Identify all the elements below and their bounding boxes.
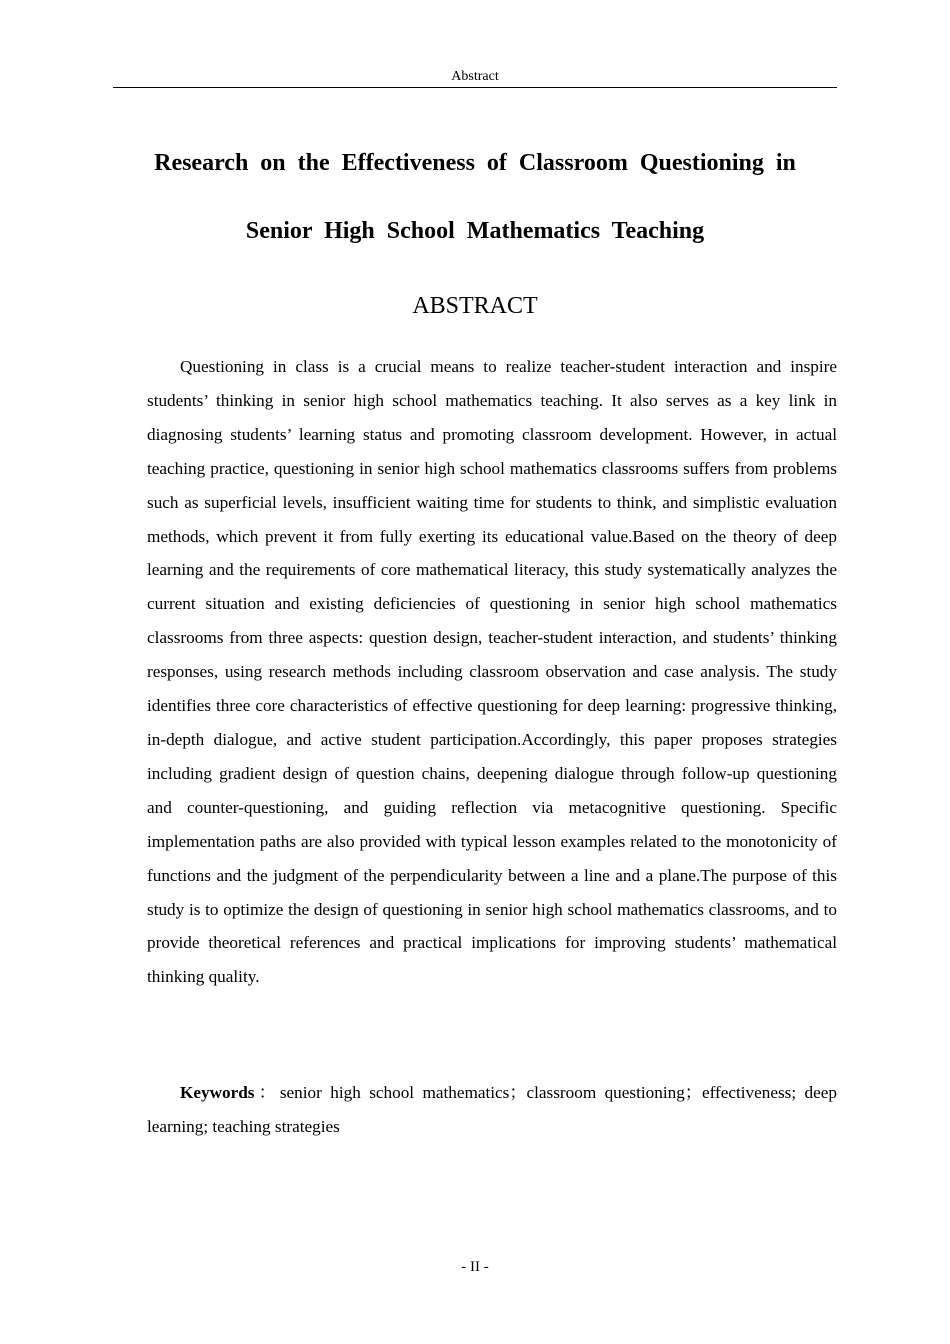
page-number: - II - <box>461 1259 489 1275</box>
keywords-label: Keywords <box>180 1083 255 1102</box>
abstract-heading: ABSTRACT <box>412 293 538 319</box>
header-rule <box>113 87 837 88</box>
keywords-separator: ： <box>254 1083 280 1102</box>
paper-title-line-1: Research on the Effectiveness of Classroom Questioning in <box>154 150 796 176</box>
keywords-paragraph <box>147 1076 837 1143</box>
keywords-text: senior high school mathematics；classroom questioning；effectiveness; deep learning; teaching strategies <box>147 1083 837 1136</box>
paper-title-line-2: Senior High School Mathematics Teaching <box>245 218 705 244</box>
running-header: Abstract <box>451 69 499 84</box>
abstract-body: Questioning in class is a crucial means to realize teacher-student interaction and inspire students’ thinking in senior high school mathematics teaching. It also serves as a key link in diagnosing students’ learning status and promoting classroom development. However, in actual teaching practice, questioning in senior high school mathematics classrooms suffers from problems such as superficial levels, insufficient waiting time for students to think, and simplistic evaluation methods, which prevent it from fully exerting its educational value.Based on the theory of deep learning and the requirements of core mathematical literacy, this study systematically analyzes the current situation and existing deficiencies of questioning in senior high school mathematics classrooms from three aspects: question design, teacher-student interaction, and students’ thinking responses, using research methods including classroom observation and case analysis. The study identifies three core characteristics of effective questioning for deep learning: progressive thinking, in-depth dialogue, and active student participation.Accordingly, this paper proposes strategies including gradient design of question chains, deepening dialogue through follow-up questioning and counter-questioning, and guiding reflection via metacognitive questioning. Specific implementation paths are also provided with typical lesson examples related to the monotonicity of functions and the judgment of the perpendicularity between a line and a plane.The purpose of this study is to optimize the design of questioning in senior high school mathematics classrooms, and to provide theoretical references and practical implications for improving students’ mathematical thinking quality. <box>147 357 837 987</box>
